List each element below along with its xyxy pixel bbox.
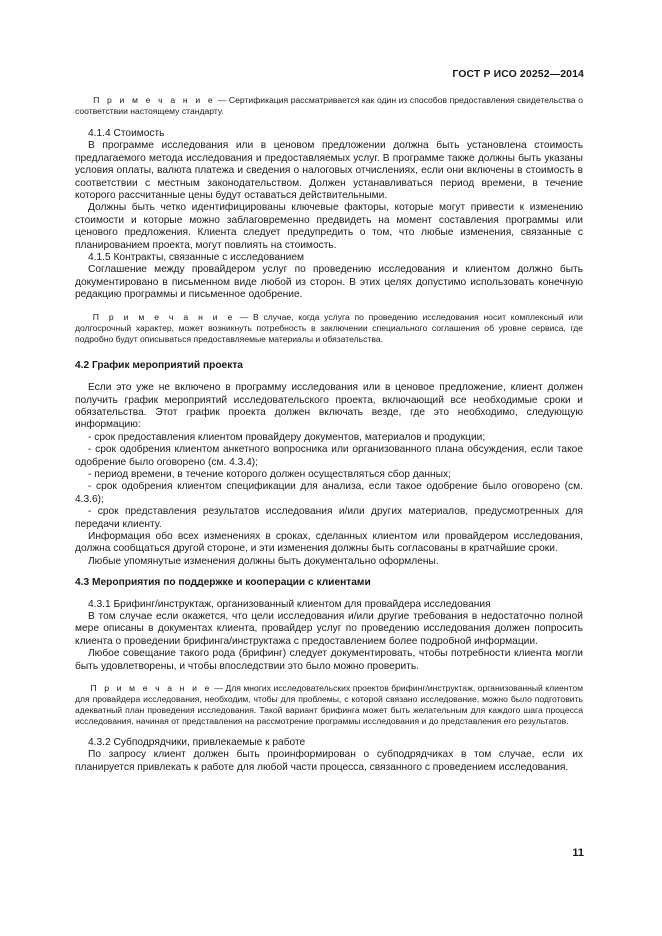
list-item: - срок одобрения клиентом анкетного вопросника или организованного плана обсуждения, если такое одобрение было оговорено (см. 4.3.4); — [75, 444, 583, 468]
paragraph: В программе исследования или в ценовом предложении должна быть установлена стоимость предлагаемого метода исследования и предоставляемых услуг. В программе также должны быть указаны условия оплаты, валюта платежа и сведения о налоговых отчислениях, если они включены в стоимость в соответствии с местным законодательством. Должен устанавливаться период времени, в течение которого рассчитанные цены будут оставаться действительными. — [75, 140, 583, 202]
note — [75, 312, 583, 345]
paragraph: Любые упомянутые изменения должны быть документально оформлены. — [88, 555, 439, 567]
document-header: ГОСТ Р ИСО 20252—2014 — [452, 68, 584, 80]
paragraph: По запросу клиент должен быть проинформирован о субподрядчиках в том случае, если их планируется привлекать к работе для любой части процесса, связанного с проведением исследования. — [75, 749, 583, 773]
note-text: Сертификация рассматривается как один из способов предоставления свидетельства о соответствии настоящему стандарту. — [75, 95, 583, 116]
page-number: 11 — [572, 847, 584, 859]
section-title: 4.3.1 Брифинг/инструктаж, организованный клиентом для провайдера исследования — [88, 598, 491, 610]
section-heading: 4.3 Мероприятия по поддержке и кооперации с клиентами — [75, 577, 371, 589]
note-dash: — — [214, 683, 223, 694]
note-text: В случае, когда услуга по проведению исследования носит комплексный или долгосрочный характер, может возникнуть потребность в заключении специального соглашения об уровне сервиса, где подробно будут описываться предоставляемые материалы и обязательства. — [75, 311, 583, 344]
note-label: П р и м е ч а н и е — [92, 311, 235, 322]
paragraph: Любое совещание такого рода (брифинг) следует документировать, чтобы потребности клиента могли быть удовлетворены, и чтобы впоследствии это было можно проверить. — [75, 648, 583, 672]
paragraph: В том случае если окажется, что цели исследования и/или другие требования в недостаточно полной мере описаны в документах клиента, провайдер услуг по проведению исследования должен попросить клиента о проведении брифинга/инструктажа с предоставлением более подробной информации. — [75, 611, 583, 647]
paragraph: Если это уже не включено в программу исследования или в ценовое предложение, клиент должен получить график мероприятий исследовательского проекта, включающий все необходимые сроки и обязательства. Этот график проекта должен включать везде, где это необходимо, следующую информацию: — [75, 382, 583, 431]
paragraph: Соглашение между провайдером услуг по проведению исследования и клиентом должно быть документировано в письменном виде любой из сторон. В этих целях допустимо использовать конечную редакцию программы и письменное одобрение. — [75, 264, 583, 301]
paragraph: Информация обо всех изменениях в сроках, сделанных клиентом или провайдером исследования, должна сообщаться другой стороне, и эти изменения должны быть согласованы в кратчайшие сроки. — [75, 530, 583, 555]
note-dash: — — [217, 95, 227, 105]
paragraph: Должны быть четко идентифицированы ключевые факторы, которые могут привести к изменению стоимости и которые можно заблаговременно предвидеть на момент составления программы или ценового предложения. Клиента следует предупредить о том, что любые изменения, связанные с планированием проекта, могут повлиять на стоимость. — [75, 202, 583, 251]
section-title: 4.1.4 Стоимость — [88, 128, 165, 139]
list-item: - срок представления результатов исследования и/или других материалов, предусмотренных для передачи клиенту. — [75, 506, 583, 530]
note-label: П р и м е ч а н и е — [93, 95, 216, 105]
page-content — [75, 95, 583, 774]
note — [75, 683, 583, 727]
list-item: - срок одобрения клиентом спецификации для анализа, если такое одобрение было оговорено (см. 4.3.6); — [75, 481, 583, 505]
note — [75, 95, 583, 117]
note-text: Для многих исследовательских проектов брифинг/инструктаж, организованный клиентом для провайдера исследования, необходим, чтобы для проблемы, с которой связано исследование, можно было подготовить адекватный план проведения исследования. Такой вариант брифинга может быть желательным для каждого шага процесса исследования, начиная от представления на рассмотрение программы исследования и до представления его результатов. — [75, 683, 584, 727]
note-dash: — — [239, 311, 249, 322]
section-title: 4.1.5 Контракты, связанные с исследованием — [88, 252, 304, 264]
note-label: П р и м е ч а н и е — [90, 683, 212, 694]
list-item: - срок предоставления клиентом провайдеру документов, материалов и продукции; — [88, 431, 486, 443]
list-item: - период времени, в течение которого должен осуществляться сбор данных; — [88, 468, 451, 480]
section-title: 4.3.2 Субподрядчики, привлекаемые к работе — [88, 737, 306, 749]
section-heading: 4.2 График мероприятий проекта — [75, 359, 243, 371]
